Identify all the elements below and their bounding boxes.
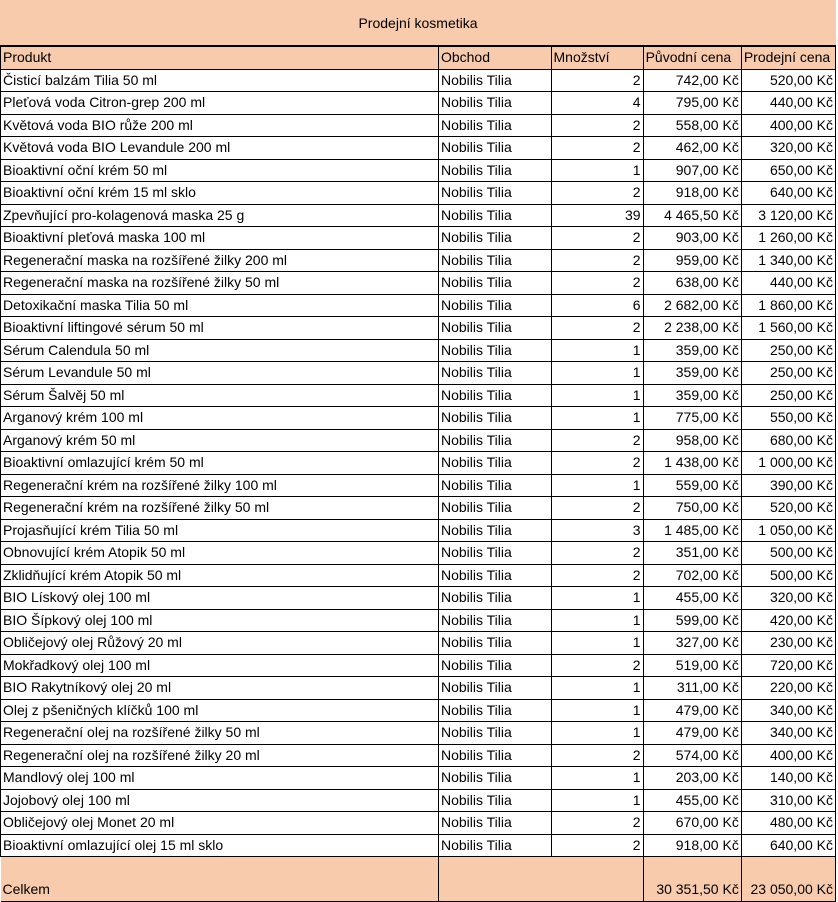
table-row xyxy=(1,92,836,115)
cell-sale-price[interactable]: 520,00 Kč xyxy=(741,497,835,520)
cell-original-price[interactable]: 4 465,50 Kč xyxy=(643,204,741,227)
cell-shop[interactable]: Nobilis Tilia xyxy=(438,542,551,565)
cell-original-price[interactable]: 599,00 Kč xyxy=(643,609,741,632)
cell-original-price[interactable]: 959,00 Kč xyxy=(643,249,741,272)
cell-shop[interactable]: Nobilis Tilia xyxy=(438,362,551,385)
cell-quantity[interactable]: 39 xyxy=(551,204,643,227)
cell-product[interactable]: Květová voda BIO Levandule 200 ml xyxy=(1,137,439,160)
cell-sale-price[interactable]: 230,00 Kč xyxy=(741,632,835,655)
cell-original-price[interactable]: 750,00 Kč xyxy=(643,497,741,520)
header-original-price[interactable]: Původní cena xyxy=(643,47,741,70)
cell-original-price[interactable]: 359,00 Kč xyxy=(643,384,741,407)
header-shop[interactable]: Obchod xyxy=(438,47,551,70)
cell-shop[interactable]: Nobilis Tilia xyxy=(438,249,551,272)
cell-quantity[interactable]: 2 xyxy=(551,654,643,677)
cell-shop[interactable]: Nobilis Tilia xyxy=(438,272,551,295)
cell-product[interactable]: Olej z pšeničných klíčků 100 ml xyxy=(1,699,439,722)
cell-quantity[interactable]: 1 xyxy=(551,632,643,655)
cell-sale-price[interactable]: 640,00 Kč xyxy=(741,182,835,205)
cell-shop[interactable]: Nobilis Tilia xyxy=(438,834,551,857)
cell-sale-price[interactable]: 550,00 Kč xyxy=(741,407,835,430)
cell-sale-price[interactable]: 400,00 Kč xyxy=(741,744,835,767)
cell-product[interactable]: Bioaktivní omlazující krém 50 ml xyxy=(1,452,439,475)
cell-shop[interactable]: Nobilis Tilia xyxy=(438,654,551,677)
header-product[interactable]: Produkt xyxy=(1,47,439,70)
cell-shop[interactable]: Nobilis Tilia xyxy=(438,744,551,767)
table-row xyxy=(1,114,836,137)
total-original-price[interactable]: 30 351,50 Kč xyxy=(643,857,741,902)
cell-shop[interactable]: Nobilis Tilia xyxy=(438,564,551,587)
cell-product[interactable]: Regenerační olej na rozšířené žilky 50 ml xyxy=(1,722,439,745)
cell-shop[interactable]: Nobilis Tilia xyxy=(438,92,551,115)
cell-quantity[interactable]: 1 xyxy=(551,362,643,385)
cell-quantity[interactable]: 1 xyxy=(551,789,643,812)
cell-sale-price[interactable]: 140,00 Kč xyxy=(741,767,835,790)
table-body xyxy=(1,69,836,857)
cell-quantity[interactable]: 2 xyxy=(551,249,643,272)
table-row xyxy=(1,137,836,160)
cell-shop[interactable]: Nobilis Tilia xyxy=(438,812,551,835)
cell-original-price[interactable]: 351,00 Kč xyxy=(643,542,741,565)
cell-sale-price[interactable]: 520,00 Kč xyxy=(741,69,835,92)
cell-original-price[interactable]: 2 238,00 Kč xyxy=(643,317,741,340)
table-row xyxy=(1,744,836,767)
table-row xyxy=(1,362,836,385)
cell-shop[interactable]: Nobilis Tilia xyxy=(438,339,551,362)
cell-shop[interactable]: Nobilis Tilia xyxy=(438,632,551,655)
cell-product[interactable]: Bioaktivní pleťová maska 100 ml xyxy=(1,227,439,250)
total-empty-shop[interactable] xyxy=(438,857,551,902)
cell-product[interactable]: Obnovující krém Atopik 50 ml xyxy=(1,542,439,565)
cell-original-price[interactable]: 479,00 Kč xyxy=(643,699,741,722)
cell-shop[interactable]: Nobilis Tilia xyxy=(438,474,551,497)
total-empty-quantity[interactable] xyxy=(551,857,643,902)
cell-product[interactable]: Obličejový olej Monet 20 ml xyxy=(1,812,439,835)
cell-original-price[interactable]: 559,00 Kč xyxy=(643,474,741,497)
cell-product[interactable]: Arganový krém 100 ml xyxy=(1,407,439,430)
cell-original-price[interactable]: 702,00 Kč xyxy=(643,564,741,587)
cell-quantity[interactable]: 2 xyxy=(551,497,643,520)
cell-quantity[interactable]: 1 xyxy=(551,722,643,745)
cell-sale-price[interactable]: 1 560,00 Kč xyxy=(741,317,835,340)
table-row xyxy=(1,632,836,655)
table-row xyxy=(1,452,836,475)
cell-sale-price[interactable]: 250,00 Kč xyxy=(741,384,835,407)
cell-quantity[interactable]: 2 xyxy=(551,272,643,295)
cell-original-price[interactable]: 311,00 Kč xyxy=(643,677,741,700)
cell-shop[interactable]: Nobilis Tilia xyxy=(438,227,551,250)
cell-sale-price[interactable]: 500,00 Kč xyxy=(741,542,835,565)
cell-shop[interactable]: Nobilis Tilia xyxy=(438,114,551,137)
cell-quantity[interactable]: 1 xyxy=(551,474,643,497)
cell-quantity[interactable]: 2 xyxy=(551,182,643,205)
cell-quantity[interactable]: 2 xyxy=(551,317,643,340)
cell-quantity[interactable]: 2 xyxy=(551,114,643,137)
cell-sale-price[interactable]: 680,00 Kč xyxy=(741,429,835,452)
cell-product[interactable]: Bioaktivní oční krém 50 ml xyxy=(1,159,439,182)
table-row xyxy=(1,272,836,295)
cell-quantity[interactable]: 2 xyxy=(551,452,643,475)
cell-product[interactable]: Arganový krém 50 ml xyxy=(1,429,439,452)
cell-shop[interactable]: Nobilis Tilia xyxy=(438,609,551,632)
table-row xyxy=(1,159,836,182)
cell-sale-price[interactable]: 390,00 Kč xyxy=(741,474,835,497)
cell-product[interactable]: Zklidňující krém Atopik 50 ml xyxy=(1,564,439,587)
cell-original-price[interactable]: 519,00 Kč xyxy=(643,654,741,677)
cell-quantity[interactable]: 2 xyxy=(551,744,643,767)
cell-shop[interactable]: Nobilis Tilia xyxy=(438,519,551,542)
cell-sale-price[interactable]: 340,00 Kč xyxy=(741,699,835,722)
cell-quantity[interactable]: 1 xyxy=(551,587,643,610)
cell-original-price[interactable]: 203,00 Kč xyxy=(643,767,741,790)
table-row xyxy=(1,384,836,407)
cell-quantity[interactable]: 2 xyxy=(551,564,643,587)
cell-shop[interactable]: Nobilis Tilia xyxy=(438,699,551,722)
cell-shop[interactable]: Nobilis Tilia xyxy=(438,429,551,452)
cell-quantity[interactable]: 2 xyxy=(551,429,643,452)
cell-product[interactable]: Květová voda BIO růže 200 ml xyxy=(1,114,439,137)
table-row xyxy=(1,429,836,452)
cell-sale-price[interactable]: 640,00 Kč xyxy=(741,834,835,857)
cell-quantity[interactable]: 1 xyxy=(551,407,643,430)
sheet-title: Prodejní kosmetika xyxy=(358,14,478,31)
table-row xyxy=(1,204,836,227)
cell-shop[interactable]: Nobilis Tilia xyxy=(438,407,551,430)
cell-product[interactable]: Sérum Šalvěj 50 ml xyxy=(1,384,439,407)
cell-sale-price[interactable]: 440,00 Kč xyxy=(741,272,835,295)
cell-original-price[interactable]: 1 438,00 Kč xyxy=(643,452,741,475)
table-row xyxy=(1,699,836,722)
cell-original-price[interactable]: 479,00 Kč xyxy=(643,722,741,745)
cell-sale-price[interactable]: 440,00 Kč xyxy=(741,92,835,115)
cell-original-price[interactable]: 795,00 Kč xyxy=(643,92,741,115)
table-row xyxy=(1,722,836,745)
cell-original-price[interactable]: 574,00 Kč xyxy=(643,744,741,767)
table-row xyxy=(1,812,836,835)
table-row xyxy=(1,69,836,92)
cell-product[interactable]: Regenerační krém na rozšířené žilky 100 ml xyxy=(1,474,439,497)
cell-sale-price[interactable]: 220,00 Kč xyxy=(741,677,835,700)
cell-shop[interactable]: Nobilis Tilia xyxy=(438,294,551,317)
cell-sale-price[interactable]: 320,00 Kč xyxy=(741,587,835,610)
cell-product[interactable]: Regenerační maska na rozšířené žilky 200 ml xyxy=(1,249,439,272)
cell-original-price[interactable]: 558,00 Kč xyxy=(643,114,741,137)
cell-sale-price[interactable]: 320,00 Kč xyxy=(741,137,835,160)
table-row xyxy=(1,497,836,520)
cell-shop[interactable]: Nobilis Tilia xyxy=(438,317,551,340)
cell-shop[interactable]: Nobilis Tilia xyxy=(438,722,551,745)
cell-quantity[interactable]: 1 xyxy=(551,677,643,700)
table-row xyxy=(1,407,836,430)
cell-shop[interactable]: Nobilis Tilia xyxy=(438,497,551,520)
cell-shop[interactable]: Nobilis Tilia xyxy=(438,587,551,610)
cell-product[interactable]: Čisticí balzám Tilia 50 ml xyxy=(1,69,439,92)
cell-product[interactable]: Jojobový olej 100 ml xyxy=(1,789,439,812)
table-row xyxy=(1,834,836,857)
cell-sale-price[interactable]: 420,00 Kč xyxy=(741,609,835,632)
cell-sale-price[interactable]: 310,00 Kč xyxy=(741,789,835,812)
header-row xyxy=(1,47,836,70)
cell-product[interactable]: Pleťová voda Citron-grep 200 ml xyxy=(1,92,439,115)
cell-quantity[interactable]: 6 xyxy=(551,294,643,317)
cell-sale-price[interactable]: 400,00 Kč xyxy=(741,114,835,137)
cell-sale-price[interactable]: 1 050,00 Kč xyxy=(741,519,835,542)
cell-shop[interactable]: Nobilis Tilia xyxy=(438,182,551,205)
total-sale-price[interactable]: 23 050,00 Kč xyxy=(741,857,835,902)
cell-original-price[interactable]: 327,00 Kč xyxy=(643,632,741,655)
cell-shop[interactable]: Nobilis Tilia xyxy=(438,452,551,475)
cell-original-price[interactable]: 918,00 Kč xyxy=(643,834,741,857)
cell-original-price[interactable]: 775,00 Kč xyxy=(643,407,741,430)
cell-shop[interactable]: Nobilis Tilia xyxy=(438,69,551,92)
header-sale-price[interactable]: Prodejní cena xyxy=(741,47,835,70)
cell-quantity[interactable]: 4 xyxy=(551,92,643,115)
table-row xyxy=(1,609,836,632)
cell-quantity[interactable]: 2 xyxy=(551,834,643,857)
cell-quantity[interactable]: 2 xyxy=(551,227,643,250)
cell-product[interactable]: Bioaktivní oční krém 15 ml sklo xyxy=(1,182,439,205)
cell-sale-price[interactable]: 650,00 Kč xyxy=(741,159,835,182)
table-row xyxy=(1,474,836,497)
cell-product[interactable]: Bioaktivní omlazující olej 15 ml sklo xyxy=(1,834,439,857)
table-row xyxy=(1,317,836,340)
cell-sale-price[interactable]: 1 000,00 Kč xyxy=(741,452,835,475)
cell-sale-price[interactable]: 250,00 Kč xyxy=(741,339,835,362)
cell-product[interactable]: BIO Lískový olej 100 ml xyxy=(1,587,439,610)
total-label[interactable]: Celkem xyxy=(1,857,439,902)
cell-sale-price[interactable]: 500,00 Kč xyxy=(741,564,835,587)
table-row xyxy=(1,677,836,700)
cell-quantity[interactable]: 1 xyxy=(551,767,643,790)
cell-sale-price[interactable]: 250,00 Kč xyxy=(741,362,835,385)
table-row xyxy=(1,227,836,250)
cell-product[interactable]: Mokřadkový olej 100 ml xyxy=(1,654,439,677)
table-row xyxy=(1,182,836,205)
cell-original-price[interactable]: 462,00 Kč xyxy=(643,137,741,160)
cell-sale-price[interactable]: 1 260,00 Kč xyxy=(741,227,835,250)
table-row xyxy=(1,767,836,790)
cell-original-price[interactable]: 958,00 Kč xyxy=(643,429,741,452)
cell-product[interactable]: Regenerační olej na rozšířené žilky 20 ml xyxy=(1,744,439,767)
cell-original-price[interactable]: 359,00 Kč xyxy=(643,339,741,362)
cell-product[interactable]: Projasňující krém Tilia 50 ml xyxy=(1,519,439,542)
cell-product[interactable]: Sérum Levandule 50 ml xyxy=(1,362,439,385)
cell-shop[interactable]: Nobilis Tilia xyxy=(438,767,551,790)
cell-sale-price[interactable]: 720,00 Kč xyxy=(741,654,835,677)
table-row xyxy=(1,542,836,565)
cell-shop[interactable]: Nobilis Tilia xyxy=(438,159,551,182)
cell-quantity[interactable]: 2 xyxy=(551,542,643,565)
cell-shop[interactable]: Nobilis Tilia xyxy=(438,204,551,227)
table-row xyxy=(1,249,836,272)
cell-product[interactable]: Regenerační maska na rozšířené žilky 50 ml xyxy=(1,272,439,295)
table-row xyxy=(1,519,836,542)
cell-sale-price[interactable]: 340,00 Kč xyxy=(741,722,835,745)
cell-quantity[interactable]: 2 xyxy=(551,137,643,160)
products-table xyxy=(0,46,836,902)
cell-product[interactable]: Bioaktivní liftingové sérum 50 ml xyxy=(1,317,439,340)
cell-product[interactable]: Mandlový olej 100 ml xyxy=(1,767,439,790)
table-row xyxy=(1,587,836,610)
cell-original-price[interactable]: 918,00 Kč xyxy=(643,182,741,205)
table-row xyxy=(1,294,836,317)
cell-original-price[interactable]: 1 485,00 Kč xyxy=(643,519,741,542)
total-row xyxy=(1,857,836,902)
cell-original-price[interactable]: 455,00 Kč xyxy=(643,587,741,610)
cell-quantity[interactable]: 1 xyxy=(551,159,643,182)
table-row xyxy=(1,339,836,362)
cell-quantity[interactable]: 2 xyxy=(551,812,643,835)
table-row xyxy=(1,564,836,587)
cell-shop[interactable]: Nobilis Tilia xyxy=(438,677,551,700)
cell-sale-price[interactable]: 1 340,00 Kč xyxy=(741,249,835,272)
cell-quantity[interactable]: 1 xyxy=(551,699,643,722)
cell-original-price[interactable]: 903,00 Kč xyxy=(643,227,741,250)
cell-shop[interactable]: Nobilis Tilia xyxy=(438,137,551,160)
cell-original-price[interactable]: 455,00 Kč xyxy=(643,789,741,812)
cell-quantity[interactable]: 1 xyxy=(551,339,643,362)
cell-product[interactable]: Detoxikační maska Tilia 50 ml xyxy=(1,294,439,317)
cell-shop[interactable]: Nobilis Tilia xyxy=(438,384,551,407)
cell-product[interactable]: Regenerační krém na rozšířené žilky 50 ml xyxy=(1,497,439,520)
cell-quantity[interactable]: 3 xyxy=(551,519,643,542)
cell-product[interactable]: BIO Šípkový olej 100 ml xyxy=(1,609,439,632)
cell-quantity[interactable]: 2 xyxy=(551,69,643,92)
cell-product[interactable]: BIO Rakytníkový olej 20 ml xyxy=(1,677,439,700)
cell-product[interactable]: Sérum Calendula 50 ml xyxy=(1,339,439,362)
cell-original-price[interactable]: 359,00 Kč xyxy=(643,362,741,385)
cell-original-price[interactable]: 638,00 Kč xyxy=(643,272,741,295)
cell-quantity[interactable]: 1 xyxy=(551,384,643,407)
table-row xyxy=(1,789,836,812)
cell-shop[interactable]: Nobilis Tilia xyxy=(438,789,551,812)
cell-product[interactable]: Zpevňující pro-kolagenová maska 25 g xyxy=(1,204,439,227)
cell-original-price[interactable]: 742,00 Kč xyxy=(643,69,741,92)
sheet-title-cell[interactable] xyxy=(0,0,836,46)
cell-product[interactable]: Obličejový olej Růžový 20 ml xyxy=(1,632,439,655)
cell-original-price[interactable]: 907,00 Kč xyxy=(643,159,741,182)
cell-original-price[interactable]: 670,00 Kč xyxy=(643,812,741,835)
cell-sale-price[interactable]: 1 860,00 Kč xyxy=(741,294,835,317)
header-quantity[interactable]: Množství xyxy=(551,47,643,70)
cell-sale-price[interactable]: 3 120,00 Kč xyxy=(741,204,835,227)
cell-sale-price[interactable]: 480,00 Kč xyxy=(741,812,835,835)
table-row xyxy=(1,654,836,677)
cell-original-price[interactable]: 2 682,00 Kč xyxy=(643,294,741,317)
cell-quantity[interactable]: 1 xyxy=(551,609,643,632)
